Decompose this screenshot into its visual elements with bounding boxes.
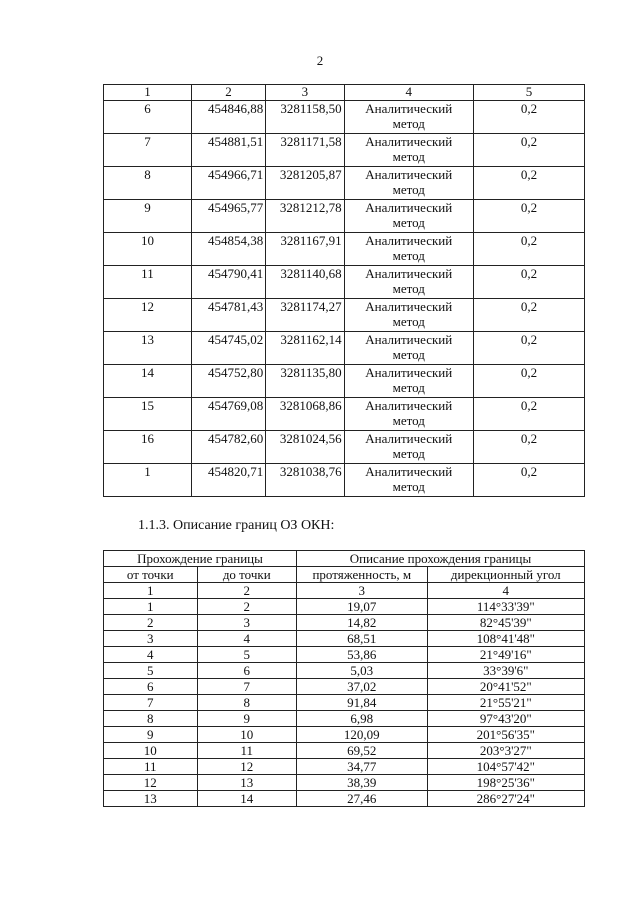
method-cell — [344, 464, 473, 497]
table-row — [104, 759, 585, 775]
table-row — [104, 200, 585, 233]
accuracy-cell: 0,2 — [473, 464, 584, 497]
table-row — [104, 743, 585, 759]
point-cell: 7 — [104, 134, 192, 167]
length-cell: 68,51 — [296, 631, 427, 647]
length-cell: 37,02 — [296, 679, 427, 695]
accuracy-cell: 0,2 — [473, 167, 584, 200]
to-point-cell: 2 — [197, 599, 296, 615]
to-point-cell: 8 — [197, 695, 296, 711]
point-cell: 10 — [104, 233, 192, 266]
to-point-cell: 11 — [197, 743, 296, 759]
section-title: 1.1.3. Описание границ ОЗ ОКН: — [138, 518, 335, 533]
column-number: 4 — [427, 583, 584, 599]
table-row — [104, 266, 585, 299]
method-line: Аналитический — [365, 431, 453, 446]
method-cell — [344, 266, 473, 299]
x-coordinate-cell: 454966,71 — [191, 167, 265, 200]
method-cell — [344, 200, 473, 233]
method-line: метод — [392, 182, 425, 197]
table-number-row — [104, 583, 585, 599]
length-cell: 38,39 — [296, 775, 427, 791]
accuracy-cell: 0,2 — [473, 431, 584, 464]
method-line: Аналитический — [365, 101, 453, 116]
column-header: 4 — [344, 85, 473, 101]
x-coordinate-cell: 454854,38 — [191, 233, 265, 266]
angle-cell: 104°57'42" — [427, 759, 584, 775]
method-line: метод — [392, 149, 425, 164]
y-coordinate-cell: 3281135,80 — [266, 365, 344, 398]
y-coordinate-cell: 3281140,68 — [266, 266, 344, 299]
table-row — [104, 663, 585, 679]
x-coordinate-cell: 454846,88 — [191, 101, 265, 134]
y-coordinate-cell: 3281068,86 — [266, 398, 344, 431]
x-coordinate-cell: 454745,02 — [191, 332, 265, 365]
angle-cell: 33°39'6" — [427, 663, 584, 679]
length-cell: 34,77 — [296, 759, 427, 775]
y-coordinate-cell: 3281171,58 — [266, 134, 344, 167]
point-cell: 1 — [104, 464, 192, 497]
column-number: 3 — [296, 583, 427, 599]
column-header: протяженность, м — [296, 567, 427, 583]
angle-cell: 82°45'39" — [427, 615, 584, 631]
angle-cell: 21°55'21" — [427, 695, 584, 711]
y-coordinate-cell: 3281038,76 — [266, 464, 344, 497]
to-point-cell: 5 — [197, 647, 296, 663]
method-cell — [344, 233, 473, 266]
angle-cell: 114°33'39" — [427, 599, 584, 615]
column-number: 2 — [197, 583, 296, 599]
method-cell — [344, 299, 473, 332]
from-point-cell: 6 — [104, 679, 198, 695]
method-line: метод — [392, 116, 425, 131]
from-point-cell: 2 — [104, 615, 198, 631]
method-line: Аналитический — [365, 134, 453, 149]
from-point-cell: 7 — [104, 695, 198, 711]
method-line: Аналитический — [365, 365, 453, 380]
table-row — [104, 332, 585, 365]
method-line: Аналитический — [365, 233, 453, 248]
method-cell — [344, 431, 473, 464]
column-header: 3 — [266, 85, 344, 101]
method-line: метод — [392, 413, 425, 428]
to-point-cell: 3 — [197, 615, 296, 631]
method-line: метод — [392, 281, 425, 296]
table-row — [104, 775, 585, 791]
table-header-row — [104, 567, 585, 583]
boundary-description-table — [103, 550, 585, 807]
point-cell: 14 — [104, 365, 192, 398]
from-point-cell: 1 — [104, 599, 198, 615]
coordinates-table — [103, 84, 585, 497]
y-coordinate-cell: 3281162,14 — [266, 332, 344, 365]
from-point-cell: 5 — [104, 663, 198, 679]
table-row — [104, 647, 585, 663]
method-line: Аналитический — [365, 299, 453, 314]
x-coordinate-cell: 454881,51 — [191, 134, 265, 167]
point-cell: 16 — [104, 431, 192, 464]
method-line: Аналитический — [365, 200, 453, 215]
to-point-cell: 12 — [197, 759, 296, 775]
y-coordinate-cell: 3281024,56 — [266, 431, 344, 464]
point-cell: 11 — [104, 266, 192, 299]
to-point-cell: 9 — [197, 711, 296, 727]
accuracy-cell: 0,2 — [473, 101, 584, 134]
length-cell: 14,82 — [296, 615, 427, 631]
from-point-cell: 3 — [104, 631, 198, 647]
from-point-cell: 8 — [104, 711, 198, 727]
column-header: до точки — [197, 567, 296, 583]
method-cell — [344, 365, 473, 398]
x-coordinate-cell: 454790,41 — [191, 266, 265, 299]
point-cell: 8 — [104, 167, 192, 200]
table-row — [104, 134, 585, 167]
table-row — [104, 101, 585, 134]
point-cell: 9 — [104, 200, 192, 233]
column-header: 1 — [104, 85, 192, 101]
group-header: Прохождение границы — [104, 551, 297, 567]
length-cell: 69,52 — [296, 743, 427, 759]
from-point-cell: 10 — [104, 743, 198, 759]
y-coordinate-cell: 3281212,78 — [266, 200, 344, 233]
x-coordinate-cell: 454965,77 — [191, 200, 265, 233]
angle-cell: 97°43'20" — [427, 711, 584, 727]
y-coordinate-cell: 3281174,27 — [266, 299, 344, 332]
angle-cell: 198°25'36" — [427, 775, 584, 791]
accuracy-cell: 0,2 — [473, 266, 584, 299]
method-cell — [344, 134, 473, 167]
method-line: метод — [392, 215, 425, 230]
table-row — [104, 398, 585, 431]
from-point-cell: 11 — [104, 759, 198, 775]
length-cell: 53,86 — [296, 647, 427, 663]
column-header: 5 — [473, 85, 584, 101]
method-cell — [344, 332, 473, 365]
table-header-row — [104, 85, 585, 101]
method-line: метод — [392, 380, 425, 395]
table-row — [104, 727, 585, 743]
method-line: метод — [392, 314, 425, 329]
length-cell: 5,03 — [296, 663, 427, 679]
to-point-cell: 14 — [197, 791, 296, 807]
method-line: метод — [392, 248, 425, 263]
point-cell: 13 — [104, 332, 192, 365]
table-row — [104, 365, 585, 398]
to-point-cell: 13 — [197, 775, 296, 791]
angle-cell: 201°56'35" — [427, 727, 584, 743]
method-line: Аналитический — [365, 266, 453, 281]
method-line: метод — [392, 347, 425, 362]
accuracy-cell: 0,2 — [473, 299, 584, 332]
method-line: метод — [392, 479, 425, 494]
x-coordinate-cell: 454782,60 — [191, 431, 265, 464]
group-header: Описание прохождения границы — [296, 551, 584, 567]
y-coordinate-cell: 3281158,50 — [266, 101, 344, 134]
length-cell: 120,09 — [296, 727, 427, 743]
table-row — [104, 431, 585, 464]
table-row — [104, 233, 585, 266]
method-cell — [344, 167, 473, 200]
angle-cell: 108°41'48" — [427, 631, 584, 647]
accuracy-cell: 0,2 — [473, 332, 584, 365]
from-point-cell: 13 — [104, 791, 198, 807]
table-group-header-row — [104, 551, 585, 567]
to-point-cell: 7 — [197, 679, 296, 695]
accuracy-cell: 0,2 — [473, 134, 584, 167]
length-cell: 19,07 — [296, 599, 427, 615]
method-line: Аналитический — [365, 332, 453, 347]
column-header: 2 — [191, 85, 265, 101]
method-cell — [344, 398, 473, 431]
x-coordinate-cell: 454752,80 — [191, 365, 265, 398]
y-coordinate-cell: 3281167,91 — [266, 233, 344, 266]
table-row — [104, 464, 585, 497]
length-cell: 6,98 — [296, 711, 427, 727]
table-row — [104, 599, 585, 615]
point-cell: 15 — [104, 398, 192, 431]
point-cell: 12 — [104, 299, 192, 332]
table-row — [104, 631, 585, 647]
page-number: 2 — [316, 53, 324, 68]
y-coordinate-cell: 3281205,87 — [266, 167, 344, 200]
angle-cell: 20°41'52" — [427, 679, 584, 695]
point-cell: 6 — [104, 101, 192, 134]
angle-cell: 21°49'16" — [427, 647, 584, 663]
table-row — [104, 299, 585, 332]
from-point-cell: 12 — [104, 775, 198, 791]
to-point-cell: 4 — [197, 631, 296, 647]
accuracy-cell: 0,2 — [473, 365, 584, 398]
table-row — [104, 615, 585, 631]
accuracy-cell: 0,2 — [473, 398, 584, 431]
table-row — [104, 695, 585, 711]
angle-cell: 203°3'27" — [427, 743, 584, 759]
table-row — [104, 711, 585, 727]
method-line: Аналитический — [365, 464, 453, 479]
length-cell: 91,84 — [296, 695, 427, 711]
column-number: 1 — [104, 583, 198, 599]
from-point-cell: 4 — [104, 647, 198, 663]
table-row — [104, 791, 585, 807]
method-line: метод — [392, 446, 425, 461]
column-header: от точки — [104, 567, 198, 583]
method-cell — [344, 101, 473, 134]
to-point-cell: 6 — [197, 663, 296, 679]
column-header: дирекционный угол — [427, 567, 584, 583]
table-row — [104, 679, 585, 695]
to-point-cell: 10 — [197, 727, 296, 743]
accuracy-cell: 0,2 — [473, 200, 584, 233]
from-point-cell: 9 — [104, 727, 198, 743]
method-line: Аналитический — [365, 398, 453, 413]
table-row — [104, 167, 585, 200]
accuracy-cell: 0,2 — [473, 233, 584, 266]
length-cell: 27,46 — [296, 791, 427, 807]
x-coordinate-cell: 454781,43 — [191, 299, 265, 332]
angle-cell: 286°27'24" — [427, 791, 584, 807]
method-line: Аналитический — [365, 167, 453, 182]
x-coordinate-cell: 454820,71 — [191, 464, 265, 497]
x-coordinate-cell: 454769,08 — [191, 398, 265, 431]
